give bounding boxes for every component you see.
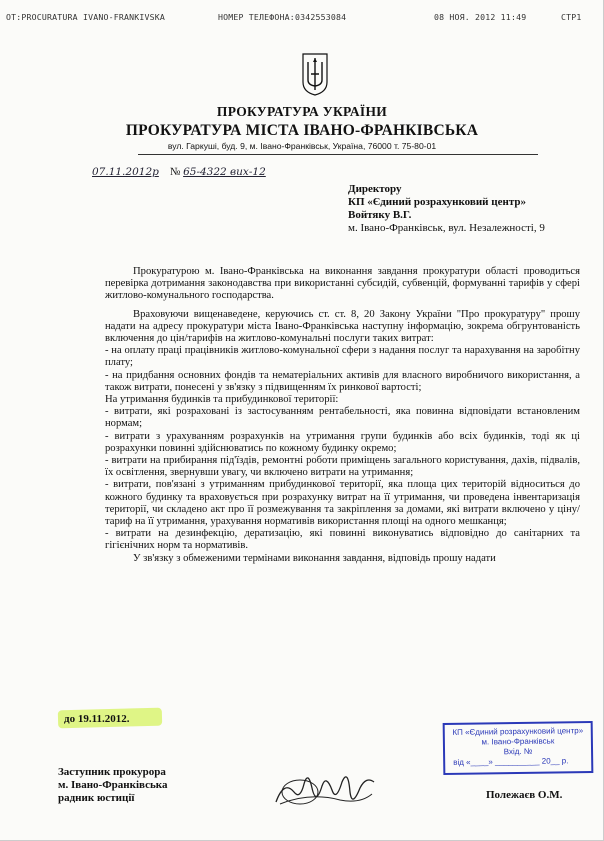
incoming-stamp — [443, 721, 594, 775]
recipient-title: Директору — [348, 183, 402, 195]
org-name-ukraine: ПРОКУРАТУРА УКРАЇНИ — [216, 104, 388, 119]
registration-number: 65-4322 вих-12 — [183, 166, 266, 178]
org-name-city: ПРОКУРАТУРА МІСТА ІВАНО-ФРАНКІВСЬКА — [125, 122, 479, 139]
coat-of-arms-icon — [300, 52, 330, 96]
deadline-text: до 19.11.2012. — [64, 713, 130, 725]
list-item: - витрати, які розраховані із застосуванням рентабельності, яка повинна відповідати встановленим нормам; — [105, 406, 580, 430]
letter-body — [105, 266, 580, 565]
org-address: вул. Гаркуші, буд. 9, м. Івано-Франківськ, Україна, 76000 т. 75-80-01 — [167, 141, 437, 151]
recipient-name: Войтяку В.Г. — [348, 209, 412, 221]
fax-page: СТР1 — [561, 12, 582, 22]
body-paragraph: У зв'язку з обмеженими термінами виконання завдання, відповідь прошу надати — [133, 552, 496, 564]
list-item: - на оплату праці працівників житлово-комунальної сфери з надання послуг та нарахування на заробітну плату; — [105, 345, 580, 369]
stamp-city: м. Івано-Франківськ — [481, 736, 555, 747]
letterhead-divider — [138, 154, 538, 155]
recipient-org: КП «Єдиний розрахунковий центр» — [348, 196, 526, 208]
registration-number-label: № — [169, 166, 181, 178]
fax-date: 08 НОЯ. 2012 11:49 — [434, 12, 527, 22]
list-item: - витрати, пов'язані з утриманням прибудинкової території, яка площа цих територій відноситься до кожного будинку та враховується при розрахунку витрат на її утримання, чи проведена інвентаризація території, чи складено акт про її розмежування та закріплення за домами, які витрати включено у ціну/тариф на її утримання, урахування нормативів використання площі на одного мешканця; — [105, 479, 580, 528]
signer-block — [58, 766, 167, 805]
list-item: - на придбання основних фондів та нематеріальних активів для власного виробничого використання, а також витрати, понесені у зв'язку з підвищенням їх ринкової вартості; — [105, 369, 580, 393]
stamp-date-line: від «____» __________ 20__ р. — [453, 756, 569, 767]
registration-line — [92, 166, 266, 178]
signer-position: Заступник прокурора — [58, 766, 166, 778]
list-item: - витрати на дезинфекцію, дератизацію, які повинні виконуватись відповідно до санітарних та гігієнічних норм та нормативів. — [105, 528, 580, 552]
registration-date: 07.11.2012р — [92, 166, 159, 178]
recipient-block — [348, 183, 545, 235]
body-paragraph: Прокуратурою м. Івано-Франківська на виконання завдання прокуратури області проводиться перевірка дотримання законодавства при використанні субсидій, субвенцій, формуванні тарифів у сфері житлово-комунального господарства. — [105, 266, 580, 302]
handwritten-signature — [270, 762, 380, 814]
recipient-address: м. Івано-Франківськ, вул. Незалежності, 9 — [348, 222, 545, 234]
fax-phone: НОМЕР ТЕЛЕФОНА:0342553084 — [218, 12, 347, 22]
body-paragraph: Враховуючи вищенаведене, керуючись ст. ст. 8, 20 Закону України "Про прокуратуру" прошу надати на адресу прокуратури міста Івано-Франківська наступну інформацію, зокрема обгрунтованість включення до цін/тарифів на житлово-комунальні послуги таких витрат: — [105, 308, 580, 345]
signer-name: Полежаєв О.М. — [486, 789, 563, 801]
signer-office: м. Івано-Франківська — [58, 779, 168, 791]
list-heading: На утримання будинків та прибудинкової території: — [105, 394, 339, 406]
stamp-incoming: Вхід. № — [503, 746, 533, 757]
list-item: - витрати з урахуванням розрахунків на утримання групи будинків або всіх будинків, тоді як ці розрахунки повинні здійснюватись по кожному будинку окремо; — [105, 430, 580, 454]
list-item: - витрати на прибирання під'їздів, ремонтні роботи приміщень загального користування, дахів, підвалів, їх освітлення, звернувши увагу, чи включено витрати на утримання; — [105, 455, 580, 479]
stamp-org: КП «Єдиний розрахунковий центр» — [452, 726, 584, 737]
signer-rank: радник юстиції — [58, 792, 135, 804]
fax-sender: OT:PROCURATURA IVANO-FRANKIVSKA — [6, 12, 166, 22]
